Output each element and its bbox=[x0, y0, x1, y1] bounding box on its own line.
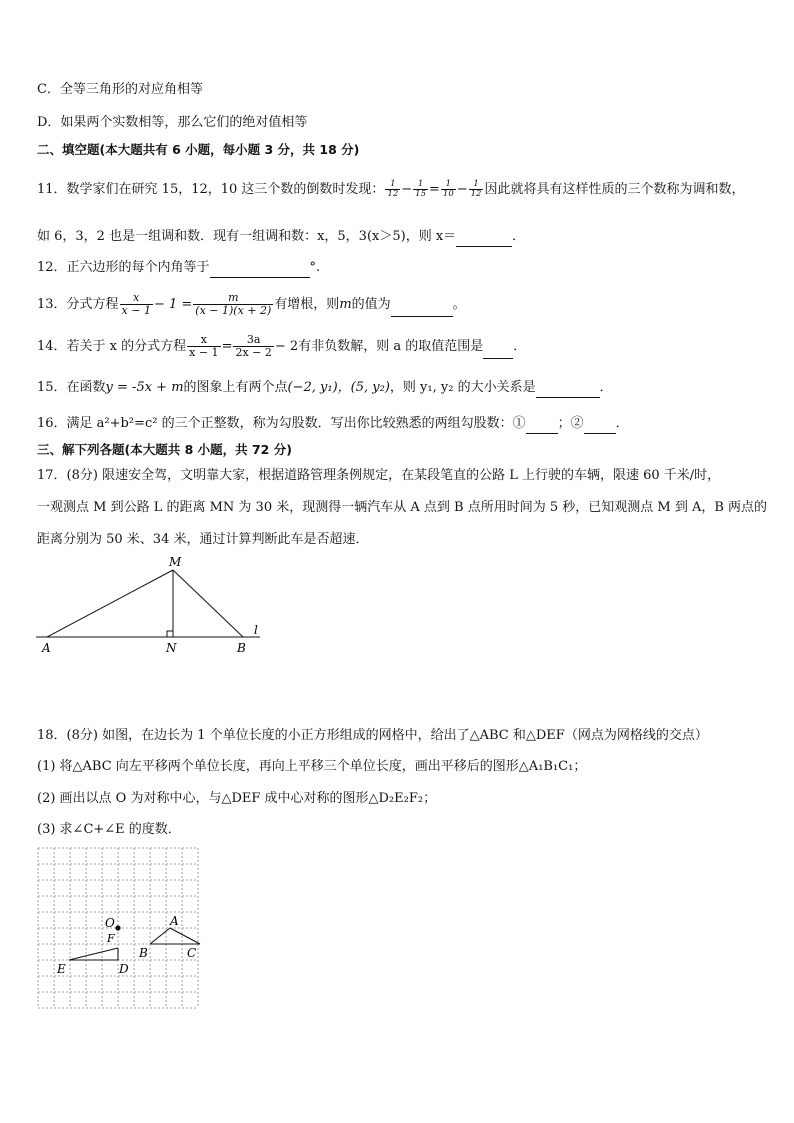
q11-frac-4: $\frac{1}{12}$ bbox=[470, 179, 482, 199]
point-o bbox=[115, 925, 120, 930]
q12-unit: °. bbox=[309, 260, 321, 275]
q12-text: 12．正六边形的每个内角等于 bbox=[37, 260, 210, 275]
question-13 bbox=[37, 292, 466, 317]
q15-end: ． bbox=[599, 380, 613, 395]
q11-part2: 因此就将具有这样性质的三个数称为调和数， bbox=[484, 182, 745, 197]
q13-frac-1: $\frac{x}{x - 1}$ bbox=[121, 291, 151, 317]
label-f: F bbox=[107, 932, 115, 945]
question-14 bbox=[37, 334, 526, 359]
right-angle-mark bbox=[167, 631, 173, 637]
question-18-sub-1: (1) 将△ABC 向左平移两个单位长度，再向上平移三个单位长度，画出平移后的图形△A₁B₁C₁； bbox=[37, 759, 587, 774]
q11-line2-end: ． bbox=[512, 229, 526, 244]
section-solve-heading: 三、解下列各题(本大题共 8 小题，共 72 分) bbox=[37, 442, 292, 457]
q15-suffix: ，则 y₁, y₂ 的大小关系是 bbox=[389, 380, 536, 395]
question-16 bbox=[37, 414, 629, 434]
q13-middle: 有增根，则 bbox=[274, 297, 340, 312]
q11-op-2: = bbox=[429, 182, 440, 197]
answer-blank-q16-2[interactable] bbox=[584, 419, 616, 434]
segment-ef bbox=[69, 948, 118, 960]
q14-minus: − 2 bbox=[274, 339, 299, 354]
answer-blank-q14[interactable] bbox=[483, 344, 513, 359]
question-17-line-1: 17．(8分) 限速安全驾，文明靠大家，根据道路管理条例规定，在某段笔直的公路 L 上行驶的车辆，限速 60 千米/时， bbox=[37, 468, 721, 483]
q18-grid-figure bbox=[36, 846, 202, 1010]
q17-triangle-figure bbox=[30, 552, 270, 657]
option-c: C．全等三角形的对应角相等 bbox=[37, 82, 203, 97]
question-12 bbox=[37, 258, 320, 278]
q13-frac-2: $\frac{m}{(x - 1)(x + 2)}$ bbox=[195, 291, 272, 317]
option-d: D．如果两个实数相等，那么它们的绝对值相等 bbox=[37, 115, 308, 130]
q11-op-3: − bbox=[456, 182, 468, 197]
label-m: M bbox=[169, 555, 182, 569]
q13-prefix: 13．分式方程 bbox=[37, 297, 119, 312]
q13-end: 。 bbox=[452, 297, 466, 312]
label-a: A bbox=[170, 914, 179, 928]
q15-points: (−2, y₁)，(5, y₂) bbox=[287, 380, 390, 395]
question-11-line-1 bbox=[37, 180, 744, 200]
answer-blank-q15[interactable] bbox=[536, 383, 600, 398]
label-e: E bbox=[57, 962, 66, 976]
q14-prefix: 14．若关于 x 的分式方程 bbox=[37, 339, 187, 354]
segment-am bbox=[47, 570, 173, 637]
segment-ba bbox=[150, 928, 170, 944]
label-a: A bbox=[42, 641, 51, 655]
question-17-line-3: 距离分别为 50 米、34 米，通过计算判断此车是否超速． bbox=[37, 532, 369, 547]
q13-suffix: 的值为 bbox=[351, 297, 391, 312]
label-n: N bbox=[166, 641, 177, 655]
question-18-sub-2: (2) 画出以点 O 为对称中心，与△DEF 成中心对称的图形△D₂E₂F₂； bbox=[37, 791, 437, 806]
q14-eq: = bbox=[221, 339, 233, 354]
q11-frac-2: $\frac{1}{15}$ bbox=[415, 179, 426, 199]
answer-blank-q13[interactable] bbox=[391, 302, 453, 317]
q13-minus: − 1 = bbox=[153, 297, 193, 312]
q13-var: m bbox=[339, 297, 352, 312]
label-l: l bbox=[254, 623, 258, 637]
question-11-line-2 bbox=[37, 227, 525, 247]
label-b: B bbox=[237, 641, 246, 655]
label-d: D bbox=[119, 962, 129, 976]
label-b: B bbox=[139, 946, 148, 960]
question-15 bbox=[37, 378, 613, 398]
question-17-line-2: 一观测点 M 到公路 L 的距离 MN 为 30 米，现测得一辆汽车从 A 点到 B 点所用时间为 5 秒，已知观测点 M 到 A，B 两点的 bbox=[37, 500, 768, 515]
q14-suffix: 有非负数解，则 a 的取值范围是 bbox=[298, 339, 484, 354]
q14-frac-1: $\frac{x}{x - 1}$ bbox=[189, 333, 219, 359]
q11-op-1: − bbox=[401, 182, 413, 197]
q11-line2-text: 如 6，3，2 也是一组调和数．现有一组调和数：x，5，3(x＞5)，则 x＝ bbox=[37, 229, 457, 244]
q16-text: 16．满足 a²+b²=c² 的三个正整数，称为勾股数．写出你比较熟悉的两组勾股数：① bbox=[37, 416, 526, 431]
q15-function: y = -5x + m bbox=[105, 380, 184, 395]
q11-part1: 11．数学家们在研究 15，12，10 这三个数的倒数时发现： bbox=[37, 182, 385, 197]
q14-frac-2: $\frac{3a}{2x - 2}$ bbox=[235, 333, 272, 359]
segment-mb bbox=[173, 570, 243, 637]
label-c: C bbox=[187, 946, 197, 960]
q11-frac-1: $\frac{1}{12}$ bbox=[387, 179, 399, 199]
q11-frac-3: $\frac{1}{10}$ bbox=[442, 179, 454, 199]
answer-blank-q12[interactable] bbox=[210, 263, 310, 278]
question-18-sub-3: (3) 求∠C+∠E 的度数． bbox=[37, 822, 181, 837]
q16-end: ． bbox=[615, 416, 629, 431]
section-fill-blank-heading: 二、填空题(本大题共有 6 小题，每小题 3 分，共 18 分) bbox=[37, 142, 360, 157]
question-18-line-1: 18．(8分) 如图，在边长为 1 个单位长度的小正方形组成的网格中，给出了△ABC 和△DEF（网点为网格线的交点） bbox=[37, 728, 708, 743]
q14-end: ． bbox=[513, 339, 527, 354]
segment-ac bbox=[170, 928, 200, 944]
answer-blank-q16-1[interactable] bbox=[526, 419, 558, 434]
answer-blank-q11[interactable] bbox=[456, 232, 512, 247]
q15-middle: 的图象上有两个点 bbox=[183, 380, 288, 395]
label-o: O bbox=[105, 916, 115, 930]
q16-sep: ；② bbox=[557, 416, 584, 431]
q15-prefix: 15．在函数 bbox=[37, 380, 106, 395]
